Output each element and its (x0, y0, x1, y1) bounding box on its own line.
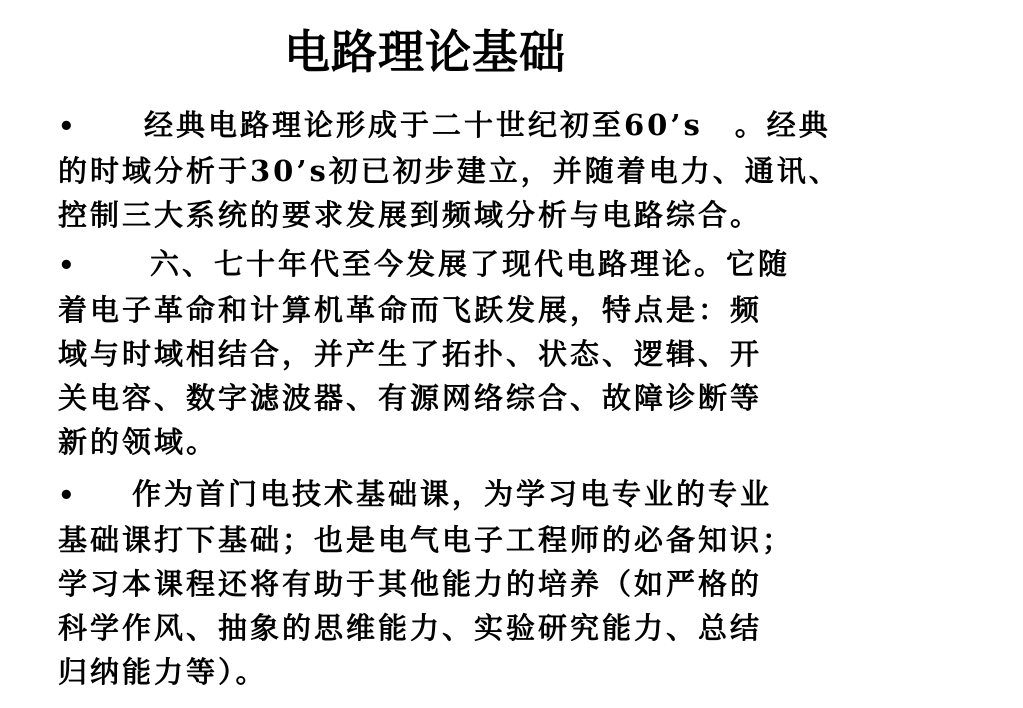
paragraph-line: 着电子革命和计算机革命而飞跃发展，特点是：频 (58, 293, 763, 327)
line-text: 经典电路理论形成于二十世纪初至60’s 。经典 (144, 108, 831, 142)
paragraph-line: 的时域分析于30’s初已初步建立，并随着电力、通讯、 (58, 154, 841, 188)
bullet-paragraph-2 (58, 242, 924, 464)
bullet-paragraph-1 (58, 103, 924, 237)
paragraph-line: 关电容、数字滤波器、有源网络综合、故障诊断等 (58, 381, 763, 415)
paragraph-line (58, 103, 924, 149)
bullet-paragraph-3 (58, 472, 924, 694)
slide-title: 电路理论基础 (284, 25, 566, 79)
paragraph-line: 归纳能力等）。 (58, 655, 268, 689)
bullet-marker: • (58, 481, 78, 511)
bullet-marker: • (58, 112, 78, 142)
paragraph-line: 控制三大系统的要求发展到频域分析与电路综合。 (58, 198, 763, 232)
paragraph-line: 学习本课程还将有助于其他能力的培养（如严格的 (58, 567, 763, 601)
paragraph-line: 科学作风、抽象的思维能力、实验研究能力、总结 (58, 611, 763, 645)
bullet-marker: • (58, 251, 78, 281)
paragraph-line: 域与时域相结合，并产生了拓扑、状态、逻辑、开 (58, 337, 763, 371)
paragraph-line: 基础课打下基础；也是电气电子工程师的必备知识； (58, 523, 795, 557)
line-text: 六、七十年代至今发展了现代电路理论。它随 (150, 247, 791, 281)
line-text: 作为首门电技术基础课，为学习电专业的专业 (132, 477, 773, 511)
paragraph-line (58, 242, 924, 288)
paragraph-line: 新的领域。 (58, 425, 219, 459)
paragraph-line (58, 472, 924, 518)
